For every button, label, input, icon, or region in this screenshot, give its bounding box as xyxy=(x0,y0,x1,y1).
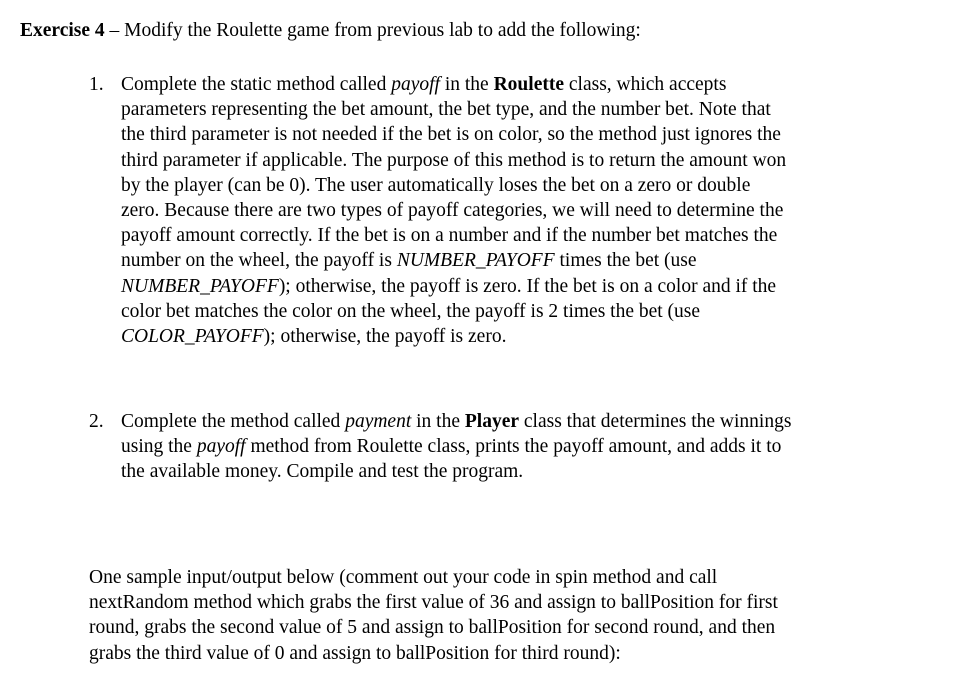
method-name: payment xyxy=(345,411,412,432)
class-name: Roulette xyxy=(493,74,564,95)
paragraph-line: by the player (can be 0). The user automatically loses the bet on a zero or double xyxy=(121,174,751,196)
paragraph-line xyxy=(121,434,936,459)
constant-name: NUMBER_PAYOFF xyxy=(121,275,279,297)
list-item-number: 2. xyxy=(89,411,104,432)
paragraph-line: the third parameter is not needed if the bet is on color, so the method just ignores the xyxy=(121,124,781,146)
text-run: method from Roulette class, prints the payoff amount, and adds it to xyxy=(245,436,782,458)
paragraph-line xyxy=(121,274,936,299)
list-item-body xyxy=(121,72,936,349)
paragraph-line: parameters representing the bet amount, the bet type, and the number bet. Note that xyxy=(121,99,771,121)
paragraph-line xyxy=(121,248,936,273)
paragraph-line xyxy=(121,409,936,434)
heading-dash: – xyxy=(104,20,125,41)
text-run: ); otherwise, the payoff is zero. If the bet is on a color and if the xyxy=(278,275,777,297)
text-run: in the xyxy=(439,74,494,95)
paragraph-line: payoff amount correctly. If the bet is on a number and if the number bet matches the xyxy=(121,225,778,247)
exercise-heading xyxy=(20,18,940,43)
class-name: Player xyxy=(464,411,520,432)
paragraph-line: third parameter if applicable. The purpose of this method is to return the amount won xyxy=(121,149,787,171)
constant-name: COLOR_PAYOFF xyxy=(121,326,264,348)
paragraph-line: round, grabs the second value of 5 and assign to ballPosition for second round, and then xyxy=(89,617,776,639)
list-item-number: 1. xyxy=(89,74,104,95)
text-run: class that determines the winnings xyxy=(519,411,792,432)
text-run: class, which accepts xyxy=(564,74,727,95)
method-name: payoff xyxy=(196,436,246,458)
list-item-body xyxy=(121,409,936,485)
paragraph-line: grabs the third value of 0 and assign to ballPosition for third round): xyxy=(89,642,621,664)
sample-paragraph xyxy=(89,565,939,666)
method-name: payoff xyxy=(391,74,440,95)
text-run: using the xyxy=(121,436,197,458)
exercise-label: Exercise 4 xyxy=(20,20,105,41)
paragraph-line: nextRandom method which grabs the first value of 36 and assign to ballPosition for first xyxy=(89,592,778,614)
text-run: times the bet (use xyxy=(554,250,697,272)
paragraph-line: color bet matches the color on the wheel, the payoff is 2 times the bet (use xyxy=(121,300,701,322)
text-run: ); otherwise, the payoff is zero. xyxy=(263,326,507,348)
paragraph-line: zero. Because there are two types of payoff categories, we will need to determine the xyxy=(121,200,784,222)
paragraph-line: the available money. Compile and test the program. xyxy=(121,461,524,483)
text-run: Complete the method called xyxy=(121,411,346,432)
text-run: Complete the static method called xyxy=(121,74,392,95)
text-run: in the xyxy=(411,411,465,432)
constant-name: NUMBER_PAYOFF xyxy=(396,250,555,272)
paragraph-line xyxy=(121,324,936,349)
paragraph-line: One sample input/output below (comment out your code in spin method and call xyxy=(89,567,718,588)
heading-text: Modify the Roulette game from previous lab to add the following: xyxy=(124,20,641,41)
text-run: number on the wheel, the payoff is xyxy=(121,250,397,272)
paragraph-line xyxy=(121,72,936,97)
